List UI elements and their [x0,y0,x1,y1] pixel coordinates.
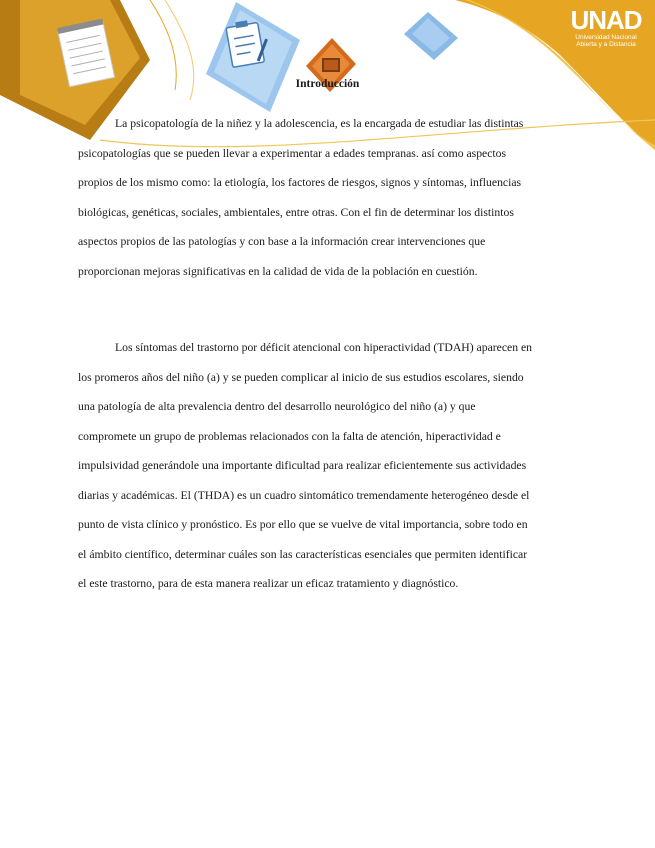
paragraph-line: propios de los mismo como: la etiología, los factores de riesgos, signos y síntomas, influencias [78,176,522,189]
unad-logo-subtitle-2: Abierta y a Distancia [576,41,636,48]
blank-tile-icon [404,12,458,60]
paragraph-tdah [78,333,583,599]
unad-logo [565,6,647,48]
paragraph-line: diarias y académicas. El (THDA) es un cuadro sintomático tremendamente heterogéneo desde el [78,488,530,502]
paragraph-line: una patología de alta prevalencia dentro del desarrollo neurológico del niño (a) y que [78,400,476,413]
paragraph-line: proporcionan mejoras significativas en la calidad de vida de la población en cuestión. [78,264,478,278]
unad-logo-subtitle-1: Universidad Nacional [575,34,637,41]
paragraph-line: compromete un grupo de problemas relacionados con la falta de atención, hiperactividad e [78,429,501,443]
paragraph-line: punto de vista clínico y pronóstico. Es por ello que se vuelve de vital importancia, sobre todo en [78,518,528,531]
book-icon [322,58,340,72]
paragraph-line: psicopatologías que se pueden llevar a experimentar a edades tempranas. así como aspectos [78,146,507,160]
paragraph-line: el este trastorno, para de esta manera realizar un eficaz tratamiento y diagnóstico. [78,577,459,590]
paragraph-introduction [78,109,583,286]
paragraph-line: biológicas, genéticas, sociales, ambientales, entre otras. Con el fin de determinar los distintos [78,205,514,219]
paragraph-line: Los síntomas del trastorno por déficit atencional con hiperactividad (TDAH) aparecen en [115,341,533,354]
paragraph-line: el ámbito científico, determinar cuáles son las características esenciales que permiten identificar [78,547,528,561]
paragraph-line: aspectos propios de las patologías y con base a la información crear intervenciones que [78,235,486,248]
paragraph-line: impulsividad generándole una importante dificultad para realizar eficientemente sus actividades [78,459,527,472]
document-title: Introducción [295,78,360,90]
unad-logo-mark: UNAD [570,5,642,35]
paragraph-line: La psicopatología de la niñez y la adolescencia, es la encargada de estudiar las distintas [115,117,524,130]
paragraph-line: los promeros años del niño (a) y se pueden complicar al inicio de sus estudios escolares, siendo [78,370,524,384]
